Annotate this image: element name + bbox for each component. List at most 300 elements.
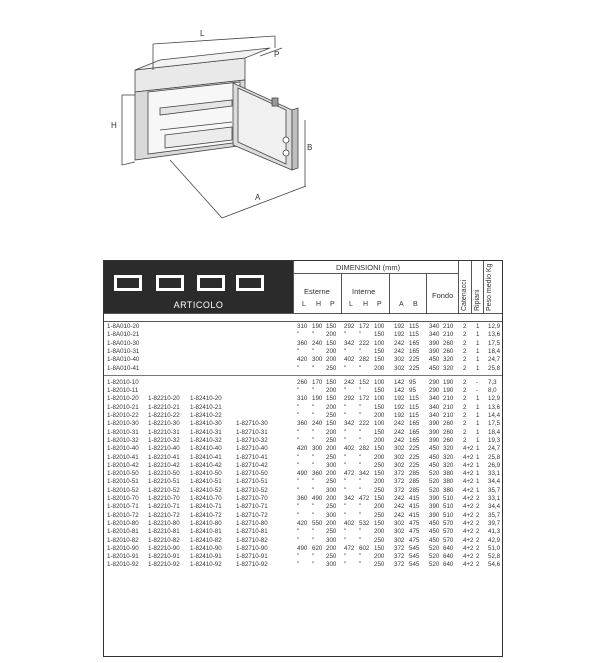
cell-B: 225 (409, 364, 420, 372)
cell-rip: 2 (476, 528, 480, 536)
cell-eP: 200 (326, 356, 337, 364)
cell-fB: 210 (443, 395, 454, 403)
cell-A: 372 (394, 544, 405, 552)
cell-c2: 1-82210-22 (148, 412, 180, 419)
cell-kg: 17,5 (488, 339, 501, 347)
cell-iL: 242 (344, 378, 355, 386)
cell-cat: 4+2 (463, 470, 474, 478)
cell-iH: " (359, 428, 362, 436)
table-row (104, 454, 502, 462)
cell-A: 242 (394, 495, 405, 502)
cell-cat: 4+2 (463, 519, 474, 527)
cell-A: 142 (394, 378, 405, 386)
cell-fB: 510 (443, 511, 454, 519)
cell-eH: " (312, 364, 315, 372)
cell-cat: 2 (463, 323, 467, 330)
cell-B: 95 (409, 378, 416, 386)
cell-fA: 520 (429, 470, 440, 478)
cell-c1: 1-82010-80 (107, 519, 139, 527)
cell-eP: 300 (326, 486, 337, 494)
cell-iH: " (359, 436, 362, 444)
cell-eP: 150 (326, 395, 337, 403)
cell-c1: 1-82010-82 (107, 536, 139, 544)
cell-eL: 490 (297, 470, 308, 478)
cell-rip: 1 (476, 461, 480, 469)
ext-H-label: H (316, 301, 322, 308)
cell-iP: 150 (374, 347, 385, 355)
cell-iP: 100 (374, 378, 385, 386)
cell-iH: 152 (359, 378, 370, 386)
cell-A: 142 (394, 387, 405, 395)
cell-cat: 4+2 (463, 544, 474, 552)
cell-iP: 250 (374, 536, 385, 544)
cell-c2: 1-82210-40 (148, 445, 180, 453)
cell-A: 242 (394, 428, 405, 436)
cell-A: 302 (394, 356, 405, 364)
cell-eP: 200 (326, 428, 337, 436)
cell-iL: " (344, 453, 347, 461)
cell-eP: 200 (326, 331, 337, 339)
cell-eL: 360 (297, 495, 308, 502)
cell-c2: 1-82210-71 (148, 503, 180, 511)
cell-c4: 1-82710-92 (236, 561, 268, 569)
cell-eL: " (297, 347, 300, 355)
cell-cat: 4+2 (463, 536, 474, 544)
cell-eH: 360 (312, 470, 323, 478)
cell-iH: " (359, 503, 362, 511)
cell-c2: 1-82210-70 (148, 495, 180, 502)
cell-fA: 290 (429, 378, 440, 386)
cell-iL: " (344, 331, 347, 339)
cell-A: 192 (394, 331, 405, 339)
cell-rip: 2 (476, 553, 480, 561)
cell-c1: 1-82010-40 (107, 445, 139, 453)
cell-c3: 1-82410-42 (190, 461, 222, 469)
cell-iP: 150 (374, 495, 385, 502)
cell-kg: 14,4 (488, 412, 501, 419)
cell-rip: 1 (476, 356, 480, 364)
cell-iL: 342 (344, 495, 355, 502)
cell-eL: " (297, 528, 300, 536)
cell-c1: 1-82010-10 (107, 378, 139, 386)
table-row (104, 512, 502, 520)
table-row (104, 331, 502, 339)
cell-iL: " (344, 387, 347, 395)
cell-cat: 4+2 (463, 478, 474, 486)
int-H-label: H (363, 301, 369, 308)
cell-B: 165 (409, 339, 420, 347)
cell-rip: - (476, 387, 479, 395)
cell-fB: 380 (443, 478, 454, 486)
cell-eL: 310 (297, 323, 308, 330)
table-row (104, 365, 502, 373)
cell-cat: 4+2 (463, 553, 474, 561)
cell-fA: 390 (429, 347, 440, 355)
cell-iP: 150 (374, 356, 385, 364)
cell-iL: " (344, 486, 347, 494)
cell-iH: " (359, 528, 362, 536)
cell-kg: 18,4 (488, 428, 501, 436)
table-row (104, 445, 502, 453)
cell-B: 115 (409, 331, 419, 339)
cell-kg: 24,7 (488, 445, 501, 453)
cell-c3: 1-82410-72 (190, 511, 222, 519)
cell-iL: 402 (344, 356, 355, 364)
cell-eP: 150 (326, 339, 337, 347)
cell-A: 192 (394, 395, 405, 403)
keypad-icon (156, 275, 184, 291)
cell-fB: 210 (443, 323, 454, 330)
cell-cat: 4+2 (463, 495, 474, 502)
cell-B: 475 (409, 528, 420, 536)
cell-rip: 1 (476, 412, 480, 419)
cell-kg: 26,9 (488, 461, 501, 469)
cell-eP: 200 (326, 495, 337, 502)
cell-eP: 300 (326, 561, 337, 569)
cell-c2: 1-82210-50 (148, 470, 180, 478)
cell-c3: 1-82410-30 (190, 420, 222, 428)
cell-rip: 1 (476, 486, 480, 494)
cell-eP: 150 (326, 378, 337, 386)
cell-iL: 472 (344, 544, 355, 552)
col-B-label: B (413, 301, 418, 308)
cell-eP: 250 (326, 453, 337, 461)
cell-eP: 250 (326, 528, 337, 536)
table-row (104, 561, 502, 569)
cell-eP: 300 (326, 511, 337, 519)
cell-iP: 200 (374, 503, 385, 511)
cell-c4: 1-82710-30 (236, 420, 268, 428)
cell-eL: " (297, 553, 300, 561)
cell-fA: 450 (429, 536, 440, 544)
cell-kg: 33,1 (488, 470, 501, 478)
cell-rip: 1 (476, 331, 480, 339)
cell-iP: 150 (374, 403, 385, 411)
cell-eP: 200 (326, 347, 337, 355)
cell-c3: 1-82410-50 (190, 470, 222, 478)
table-row (104, 495, 502, 503)
ripiani-label: Ripiani (474, 289, 481, 311)
cell-fA: 450 (429, 528, 440, 536)
cell-rip: 2 (476, 536, 480, 544)
cell-c1: 1-82010-22 (107, 412, 139, 419)
cell-eH: " (312, 553, 315, 561)
cell-fB: 510 (443, 503, 454, 511)
cell-fB: 510 (443, 495, 454, 502)
display-lock-icon (236, 275, 264, 291)
cell-c3: 1-82410-51 (190, 478, 222, 486)
articolo-label: ARTICOLO (173, 300, 224, 310)
cell-cat: 2 (463, 339, 467, 347)
cell-c2: 1-82210-21 (148, 403, 180, 411)
cell-c1: 1-82010-90 (107, 544, 139, 552)
cell-eP: 300 (326, 461, 337, 469)
articolo-header (104, 261, 293, 313)
cell-fA: 450 (429, 519, 440, 527)
cell-B: 545 (409, 561, 420, 569)
ext-L-label: L (302, 301, 306, 308)
cell-iH: " (359, 331, 362, 339)
table-row (104, 470, 502, 478)
cell-c3: 1-82410-22 (190, 412, 222, 419)
cell-fB: 260 (443, 347, 454, 355)
electronic-lock-icon (197, 275, 225, 291)
cell-kg: 54,6 (488, 561, 501, 569)
cell-eP: 300 (326, 536, 337, 544)
table-row (104, 395, 502, 403)
cell-iL: " (344, 403, 347, 411)
cell-cat: 2 (463, 356, 467, 364)
cell-iP: 200 (374, 412, 385, 419)
cell-c2: 1-82210-20 (148, 395, 180, 403)
table-row (104, 348, 502, 356)
cell-eH: 190 (312, 323, 323, 330)
cell-kg: 12,9 (488, 323, 501, 330)
cell-A: 242 (394, 347, 405, 355)
cell-rip: 2 (476, 544, 480, 552)
cell-kg: 25,8 (488, 364, 501, 372)
table-row (104, 379, 502, 387)
cell-eH: 490 (312, 495, 323, 502)
cell-c2: 1-82210-90 (148, 544, 180, 552)
cell-eL: " (297, 436, 300, 444)
cell-A: 242 (394, 503, 405, 511)
cell-B: 415 (409, 503, 420, 511)
dim-label-A: A (255, 193, 261, 202)
cell-cat: 2 (463, 364, 467, 372)
cell-B: 115 (409, 395, 419, 403)
cell-iP: 200 (374, 364, 385, 372)
cell-B: 475 (409, 536, 420, 544)
cell-c2: 1-82210-91 (148, 553, 180, 561)
table-row (104, 412, 502, 420)
cell-iL: " (344, 561, 347, 569)
cell-c3: 1-82410-81 (190, 528, 222, 536)
cell-fB: 190 (443, 378, 454, 386)
cell-fB: 210 (443, 412, 454, 419)
cell-fB: 320 (443, 364, 454, 372)
cell-eL: " (297, 412, 300, 419)
cell-iH: 222 (359, 420, 370, 428)
cell-cat: 2 (463, 420, 467, 428)
cell-c2: 1-82210-81 (148, 528, 180, 536)
cell-iP: 100 (374, 395, 385, 403)
cell-eH: " (312, 453, 315, 461)
cell-eL: 420 (297, 356, 308, 364)
cell-eL: 360 (297, 339, 308, 347)
cell-c1: 1-82010-81 (107, 528, 139, 536)
cell-iH: " (359, 461, 362, 469)
catenacci-label: Catenacci (461, 279, 468, 311)
cell-c4: 1-82710-31 (236, 428, 268, 436)
cell-A: 242 (394, 436, 405, 444)
cell-kg: 13,6 (488, 331, 501, 339)
cell-c4: 1-82710-82 (236, 536, 268, 544)
cell-iH: " (359, 553, 362, 561)
cell-fA: 390 (429, 436, 440, 444)
cell-fA: 450 (429, 364, 440, 372)
table-row (104, 340, 502, 348)
cell-iP: 100 (374, 339, 385, 347)
cell-rip: 1 (476, 420, 480, 428)
cell-fA: 340 (429, 331, 440, 339)
cell-eP: 200 (326, 445, 337, 453)
cell-eH: " (312, 503, 315, 511)
cell-fB: 570 (443, 519, 454, 527)
cell-iL: " (344, 511, 347, 519)
cell-B: 165 (409, 347, 420, 355)
cell-eP: 250 (326, 478, 337, 486)
cell-iL: " (344, 553, 347, 561)
cell-iL: " (344, 347, 347, 355)
keylock-icon (114, 275, 142, 291)
cell-c2: 1-82210-51 (148, 478, 180, 486)
table-row (104, 528, 502, 536)
group-separator (104, 375, 502, 376)
table-row (104, 437, 502, 445)
cell-rip: 1 (476, 395, 480, 403)
table-row (104, 487, 502, 495)
cell-fA: 340 (429, 323, 440, 330)
cell-kg: 41,3 (488, 528, 501, 536)
cell-rip: - (476, 378, 479, 386)
cell-c1: 1-8A010-41 (107, 364, 140, 372)
cell-eP: 250 (326, 364, 337, 372)
cell-B: 475 (409, 519, 420, 527)
cell-iL: " (344, 428, 347, 436)
table-row (104, 537, 502, 545)
cell-rip: 1 (476, 478, 480, 486)
cell-fB: 190 (443, 387, 454, 395)
cell-fB: 640 (443, 561, 454, 569)
cell-kg: 52,8 (488, 553, 501, 561)
cell-eH: " (312, 486, 315, 494)
cell-B: 95 (409, 387, 416, 395)
cell-c4: 1-82710-90 (236, 544, 268, 552)
cell-A: 192 (394, 412, 405, 419)
cell-cat: 2 (463, 387, 467, 395)
cell-c1: 1-8A010-40 (107, 356, 140, 364)
cell-iH: 342 (359, 470, 370, 478)
cell-B: 285 (409, 486, 420, 494)
cell-iL: " (344, 436, 347, 444)
cell-A: 242 (394, 511, 405, 519)
cell-iL: " (344, 461, 347, 469)
cell-iL: " (344, 364, 347, 372)
cell-A: 302 (394, 536, 405, 544)
cell-kg: 24,7 (488, 356, 501, 364)
cell-c1: 1-82010-52 (107, 486, 139, 494)
cell-c3: 1-82410-80 (190, 519, 222, 527)
cell-rip: 1 (476, 445, 480, 453)
table-row (104, 356, 502, 364)
cell-iH: 222 (359, 339, 370, 347)
cell-iH: " (359, 403, 362, 411)
cell-fA: 390 (429, 511, 440, 519)
cell-eP: 250 (326, 436, 337, 444)
esterne-label: Esterne (304, 287, 330, 296)
cell-A: 302 (394, 445, 405, 453)
cell-c3: 1-82410-21 (190, 403, 222, 411)
cell-fA: 520 (429, 561, 440, 569)
cell-iH: " (359, 561, 362, 569)
cell-B: 285 (409, 478, 420, 486)
cell-c4: 1-82710-50 (236, 470, 268, 478)
cell-kg: 51,0 (488, 544, 501, 552)
cell-A: 302 (394, 364, 405, 372)
cell-fB: 260 (443, 428, 454, 436)
cell-rip: 1 (476, 436, 480, 444)
cell-c4: 1-82710-32 (236, 436, 268, 444)
cell-eH: 240 (312, 339, 323, 347)
cell-eP: 200 (326, 403, 337, 411)
cell-iH: " (359, 364, 362, 372)
cell-c3: 1-82410-52 (190, 486, 222, 494)
dim-label-P: P (274, 50, 280, 59)
interne-label: Interne (352, 287, 376, 296)
cell-eL: " (297, 331, 300, 339)
cell-c3: 1-82410-31 (190, 428, 222, 436)
cell-c3: 1-82410-92 (190, 561, 222, 569)
cell-kg: 35,7 (488, 511, 501, 519)
cell-c4: 1-82710-41 (236, 453, 268, 461)
cell-B: 285 (409, 470, 420, 478)
cell-rip: 2 (476, 511, 480, 519)
cell-eL: " (297, 503, 300, 511)
cell-fB: 260 (443, 420, 454, 428)
cell-A: 302 (394, 461, 405, 469)
cell-cat: 4+2 (463, 511, 474, 519)
cell-eH: " (312, 331, 315, 339)
table-row (104, 520, 502, 528)
cell-fB: 210 (443, 331, 454, 339)
cell-fB: 570 (443, 528, 454, 536)
cell-kg: 33,1 (488, 495, 501, 502)
col-A-label: A (399, 301, 404, 308)
cell-eL: " (297, 511, 300, 519)
cell-B: 415 (409, 511, 420, 519)
cell-c2: 1-82210-30 (148, 420, 180, 428)
cell-B: 165 (409, 420, 420, 428)
cell-eL: " (297, 536, 300, 544)
cell-iH: " (359, 486, 362, 494)
cell-eP: 200 (326, 544, 337, 552)
cell-cat: 4+2 (463, 561, 474, 569)
cell-eH: " (312, 428, 315, 436)
cell-fA: 340 (429, 412, 440, 419)
cell-c2: 1-82210-32 (148, 436, 180, 444)
cell-iP: 200 (374, 528, 385, 536)
cell-iP: 150 (374, 331, 385, 339)
cell-iL: 342 (344, 339, 355, 347)
cell-eH: " (312, 478, 315, 486)
cell-eL: " (297, 561, 300, 569)
cell-eH: 240 (312, 420, 323, 428)
cell-c1: 1-8A010-30 (107, 339, 140, 347)
cell-c4: 1-82710-40 (236, 445, 268, 453)
cell-c1: 1-82010-30 (107, 420, 139, 428)
cell-eH: 550 (312, 519, 323, 527)
cell-eP: 250 (326, 503, 337, 511)
cell-eH: 190 (312, 395, 323, 403)
dimensions-label: DIMENSIONI (mm) (336, 263, 401, 272)
cell-eH: " (312, 347, 315, 355)
cell-cat: 2 (463, 436, 467, 444)
table-row (104, 420, 502, 428)
table-row (104, 545, 502, 553)
cell-A: 372 (394, 470, 405, 478)
cell-iL: 292 (344, 323, 355, 330)
